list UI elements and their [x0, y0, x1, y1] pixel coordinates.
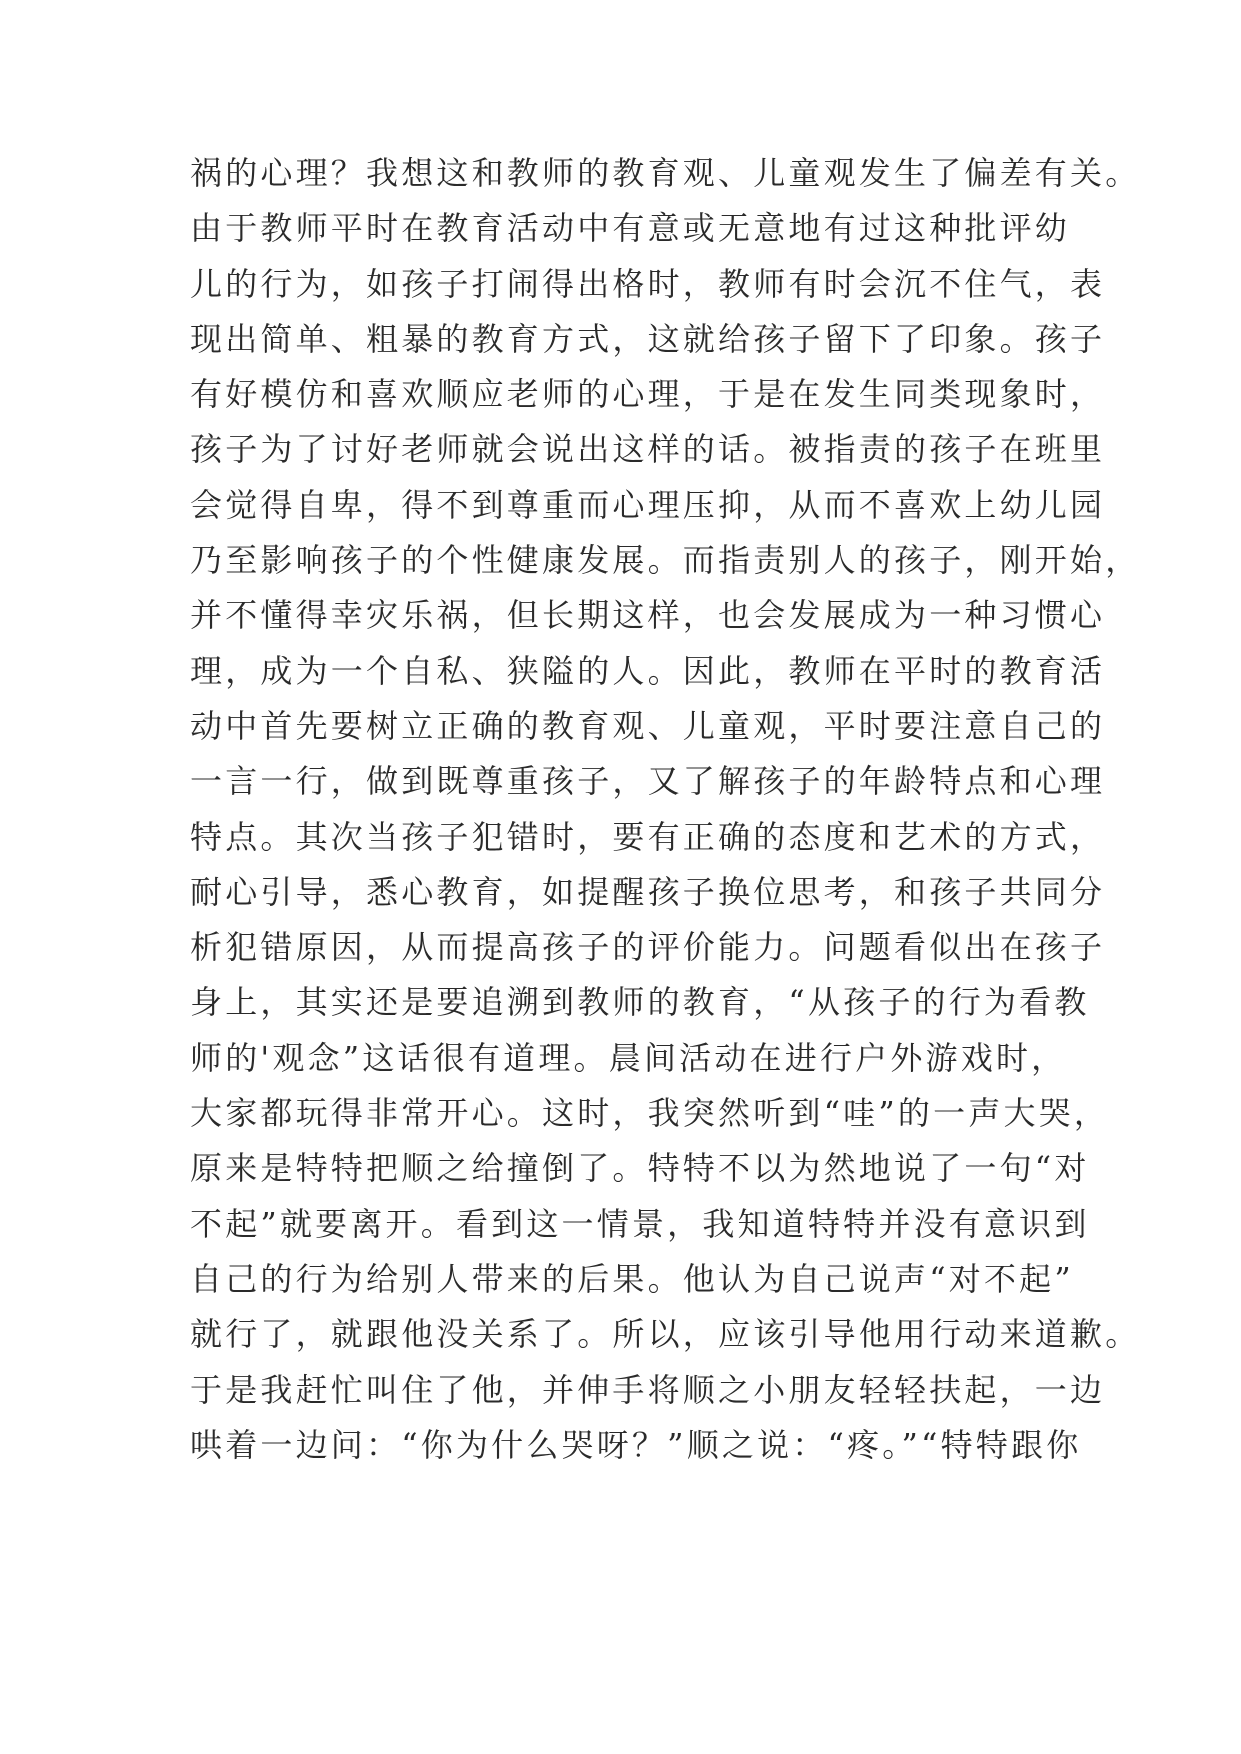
- text-line: 动中首先要树立正确的教育观、儿童观，平时要注意自己的: [190, 706, 1106, 745]
- text-line: 就行了，就跟他没关系了。所以，应该引导他用行动来道歉。: [190, 1315, 1141, 1354]
- text-line: 儿的行为，如孩子打闹得出格时，教师有时会沉不住气，表: [190, 264, 1106, 303]
- text-line: 孩子为了讨好老师就会说出这样的话。被指责的孩子在班里: [190, 430, 1106, 469]
- text-line: 特点。其次当孩子犯错时，要有正确的态度和艺术的方式，: [190, 817, 1106, 856]
- text-line: 一言一行，做到既尊重孩子，又了解孩子的年龄特点和心理: [190, 762, 1106, 801]
- text-line: 会觉得自卑，得不到尊重而心理压抑，从而不喜欢上幼儿园: [190, 485, 1106, 524]
- text-line: 有好模仿和喜欢顺应老师的心理，于是在发生同类现象时，: [190, 375, 1106, 414]
- text-line: 于是我赶忙叫住了他，并伸手将顺之小朋友轻轻扶起，一边: [190, 1370, 1106, 1409]
- text-line: 师的'观念”这话很有道理。晨间活动在进行户外游戏时，: [190, 1038, 1067, 1077]
- text-line: 哄着一边问：“你为什么哭呀？”顺之说：“疼。”“特特跟你: [190, 1425, 1082, 1464]
- text-line: 现出简单、粗暴的教育方式，这就给孩子留下了印象。孩子: [190, 319, 1106, 358]
- text-line: 不起”就要离开。看到这一情景，我知道特特并没有意识到: [190, 1204, 1090, 1243]
- text-line: 祸的心理？我想这和教师的教育观、儿童观发生了偏差有关。: [190, 154, 1141, 192]
- text-line: 理，成为一个自私、狭隘的人。因此，教师在平时的教育活: [190, 651, 1106, 690]
- text-line: 并不懂得幸灾乐祸，但长期这样，也会发展成为一种习惯心: [190, 596, 1106, 635]
- text-line: 自己的行为给别人带来的后果。他认为自己说声“对不起”: [190, 1259, 1074, 1298]
- text-line: 原来是特特把顺之给撞倒了。特特不以为然地说了一句“对: [190, 1149, 1090, 1188]
- text-line: 大家都玩得非常开心。这时，我突然听到“哇”的一声大哭，: [190, 1094, 1110, 1133]
- text-line: 耐心引导，悉心教育，如提醒孩子换位思考，和孩子共同分: [190, 872, 1106, 911]
- body-text: [190, 146, 1141, 1473]
- text-line: 析犯错原因，从而提高孩子的评价能力。问题看似出在孩子: [190, 928, 1106, 967]
- text-line: 由于教师平时在教育活动中有意或无意地有过这种批评幼: [190, 209, 1071, 248]
- text-line: 乃至影响孩子的个性健康发展。而指责别人的孩子，刚开始，: [190, 541, 1141, 580]
- text-line: 身上，其实还是要追溯到教师的教育，“从孩子的行为看教: [190, 983, 1090, 1022]
